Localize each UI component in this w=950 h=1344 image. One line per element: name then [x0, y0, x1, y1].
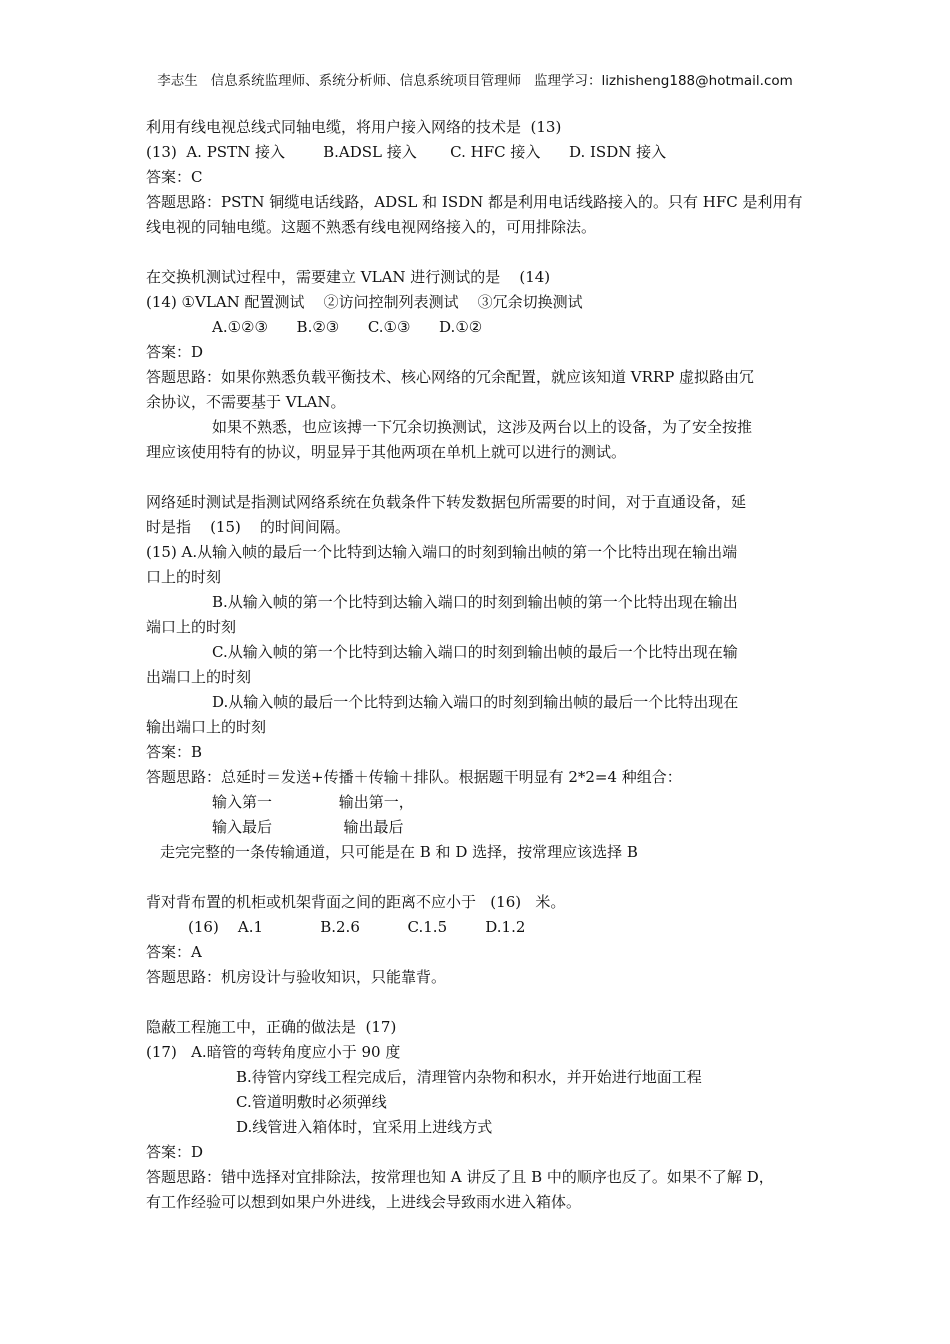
q16-analysis: 答题思路：机房设计与验收知识，只能靠背。	[146, 968, 447, 986]
q17-option-a: (17) A.暗管的弯转角度应小于 90 度	[146, 1043, 401, 1061]
q15-analysis-line-2: 输入第一 输出第一，	[212, 793, 414, 811]
q13-options: (13) A. PSTN 接入 B.ADSL 接入 C. HFC 接入 D. ISDN 接入	[146, 143, 667, 161]
q14-stem: 在交换机测试过程中，需要建立 VLAN 进行测试的是 (14)	[146, 268, 551, 286]
q15-option-c-line-1: C.从输入帧的第一个比特到达输入端口的时刻到输出帧的最后一个比特出现在输	[212, 643, 738, 661]
q16-stem: 背对背布置的机柜或机架背面之间的距离不应小于 (16) 米。	[146, 893, 566, 911]
q15-answer: 答案：B	[146, 743, 203, 761]
q15-option-b-line-2: 端口上的时刻	[146, 618, 237, 636]
page-header: 李志生 信息系统监理师、系统分析师、信息系统项目管理师 监理学习：lizhisheng188@hotmail.com	[157, 73, 793, 89]
q17-stem: 隐蔽工程施工中，正确的做法是 (17)	[146, 1018, 397, 1036]
q15-analysis-line-4: 走完完整的一条传输通道，只可能是在 B 和 D 选择，按常理应该选择 B	[160, 843, 638, 861]
q15-option-a-line-2: 口上的时刻	[146, 568, 222, 586]
q17-analysis-line-2: 有工作经验可以想到如果户外进线，上进线会导致雨水进入箱体。	[146, 1193, 582, 1211]
q15-stem-line-2: 时是指 (15) 的时间间隔。	[146, 518, 350, 536]
q15-option-d-line-2: 输出端口上的时刻	[146, 718, 267, 736]
q13-analysis-line-1: 答题思路：PSTN 铜缆电话线路，ADSL 和 ISDN 都是利用电话线路接入的。只有 HFC 是利用有	[146, 193, 803, 211]
q16-answer: 答案：A	[146, 943, 202, 961]
q15-option-c-line-2: 出端口上的时刻	[146, 668, 252, 686]
q15-stem-line-1: 网络延时测试是指测试网络系统在负载条件下转发数据包所需要的时间，对于直通设备，延	[146, 493, 747, 511]
q13-stem: 利用有线电视总线式同轴电缆，将用户接入网络的技术是 (13)	[146, 118, 562, 136]
q14-options: A.①②③ B.②③ C.①③ D.①②	[212, 318, 483, 336]
q17-analysis-line-1: 答题思路：错中选择对宜排除法，按常理也知 A 讲反了且 B 中的顺序也反了。如果不了解 D，	[146, 1168, 774, 1186]
q13-analysis-line-2: 线电视的同轴电缆。这题不熟悉有线电视网络接入的，可用排除法。	[146, 218, 597, 236]
q15-option-d-line-1: D.从输入帧的最后一个比特到达输入端口的时刻到输出帧的最后一个比特出现在	[212, 693, 739, 711]
q14-analysis-line-4: 理应该使用特有的协议，明显异于其他两项在单机上就可以进行的测试。	[146, 443, 627, 461]
q14-analysis-line-1: 答题思路：如果你熟悉负载平衡技术、核心网络的冗余配置，就应该知道 VRRP 虚拟路由冗	[146, 368, 755, 386]
spacer	[146, 865, 810, 890]
spacer	[146, 240, 810, 265]
q15-analysis-line-3: 输入最后 输出最后	[212, 818, 404, 836]
q15-option-b-line-1: B.从输入帧的第一个比特到达输入端口的时刻到输出帧的第一个比特出现在输出	[212, 593, 738, 611]
q17-option-b: B.待管内穿线工程完成后，清理管内杂物和积水，并开始进行地面工程	[236, 1068, 702, 1086]
spacer	[146, 990, 810, 1015]
q15-option-a-line-1: (15) A.从输入帧的最后一个比特到达输入端口的时刻到输出帧的第一个比特出现在输出端	[146, 543, 738, 561]
q14-answer: 答案：D	[146, 343, 204, 361]
document-body	[146, 115, 810, 1215]
q14-items: (14) ①VLAN 配置测试 ②访问控制列表测试 ③冗余切换测试	[146, 293, 583, 311]
q13-answer: 答案：C	[146, 168, 203, 186]
q14-analysis-line-3: 如果不熟悉，也应该搏一下冗余切换测试，这涉及两台以上的设备，为了安全按推	[212, 418, 753, 436]
q16-options: (16) A.1 B.2.6 C.1.5 D.1.2	[188, 918, 526, 936]
q15-analysis-line-1: 答题思路：总延时＝发送+传播＋传输＋排队。根据题干明显有 2*2=4 种组合：	[146, 768, 682, 786]
q17-option-c: C.管道明敷时必须弹线	[236, 1093, 387, 1111]
q17-answer: 答案：D	[146, 1143, 204, 1161]
q17-option-d: D.线管进入箱体时，宜采用上进线方式	[236, 1118, 493, 1136]
q14-analysis-line-2: 余协议，不需要基于 VLAN。	[146, 393, 346, 411]
spacer	[146, 465, 810, 490]
